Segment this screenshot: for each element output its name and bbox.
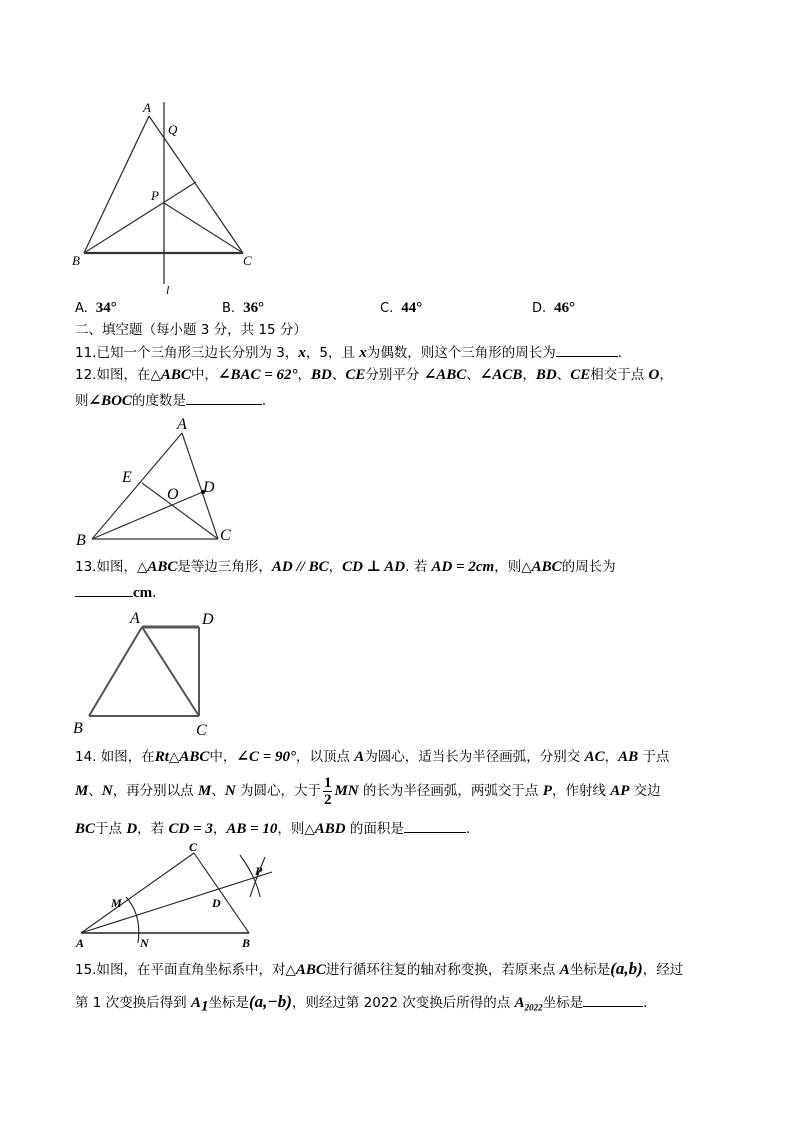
label-B: B [242, 936, 251, 950]
figure-q10-triangle [60, 90, 280, 300]
label-D: D [202, 611, 214, 628]
question-15-line2: 第 1 次变换后得到 $A_1$坐标是(a,−b)，则经过第 2022 次变换后所得的点 $A_{2022}$坐标是 . [75, 992, 648, 1015]
label-P: P [255, 864, 263, 878]
figure-q13-triangle [60, 600, 240, 745]
question-13-line1: 13.如图，△ABC是等边三角形，AD // BC，CD ⊥ AD. 若 AD = 2cm，则△ABC的周长为 [75, 559, 616, 575]
option-c[interactable]: C. 44° [380, 300, 423, 316]
figure-q14-construction [60, 835, 290, 955]
label-Q: Q [168, 122, 178, 137]
label-P: P [151, 188, 159, 203]
label-N: N [140, 936, 149, 950]
label-C: C [189, 840, 198, 854]
label-A: A [143, 100, 151, 115]
option-a[interactable]: A. 34° [75, 300, 117, 316]
section-heading: 二、填空题（每小题 3 分，共 15 分） [75, 322, 307, 338]
label-A: A [76, 936, 85, 950]
label-B: B [73, 720, 83, 737]
label-l: l [166, 283, 170, 297]
label-B: B [76, 532, 86, 549]
answer-blank-11[interactable] [556, 342, 618, 357]
label-E: E [122, 469, 132, 486]
label-D: D [203, 479, 215, 496]
question-12-line2: 则∠BOC的度数是 . [75, 390, 266, 410]
option-d[interactable]: D. 46° [532, 300, 576, 316]
label-D: D [212, 896, 221, 910]
label-A: A [130, 610, 140, 627]
label-C: C [243, 253, 252, 268]
label-M: M [111, 896, 122, 910]
question-13-line2: cm. [75, 582, 156, 602]
answer-blank-13[interactable] [75, 582, 133, 597]
question-11: 11.已知一个三角形三边长分别为 3，x，5，且 x为偶数，则这个三角形的周长为 . [75, 342, 622, 362]
question-14-line1: 14. 如图，在Rt△ABC中，∠C = 90°，以顶点 A为圆心，适当长为半径画弧，分别交 AC，AB 于点 [75, 749, 670, 765]
question-14-line2: M、N，再分别以点 M、N 为圆心，大于 $\frac{1}{2}$ MN 的长为半径画弧，两弧交于点 P，作射线 AP 交边 [75, 774, 661, 808]
answer-blank-14[interactable] [404, 818, 466, 833]
question-15-line1: 15.如图，在平面直角坐标系中，对△ABC进行循环往复的轴对称变换，若原来点 A坐标是(a,b)，经过 [75, 959, 684, 978]
figure-q12-triangle [60, 405, 260, 550]
option-b[interactable]: B. 36° [222, 300, 265, 316]
answer-blank-12[interactable] [186, 390, 262, 405]
label-B: B [72, 253, 80, 268]
label-O: O [167, 486, 179, 503]
label-C: C [220, 527, 231, 544]
label-C: C [196, 722, 207, 739]
question-14-line3: BC于点 D，若 CD = 3，AB = 10，则△ABD 的面积是 . [75, 818, 470, 838]
label-A: A [177, 416, 187, 433]
question-12-line1: 12.如图，在△ABC中，∠BAC = 62°，BD、CE分别平分 ∠ABC、∠ACB，BD、CE相交于点 O， [75, 367, 673, 383]
fraction-one-half: $\frac{1}{2}$ [323, 774, 332, 808]
answer-blank-15[interactable] [583, 992, 643, 1007]
